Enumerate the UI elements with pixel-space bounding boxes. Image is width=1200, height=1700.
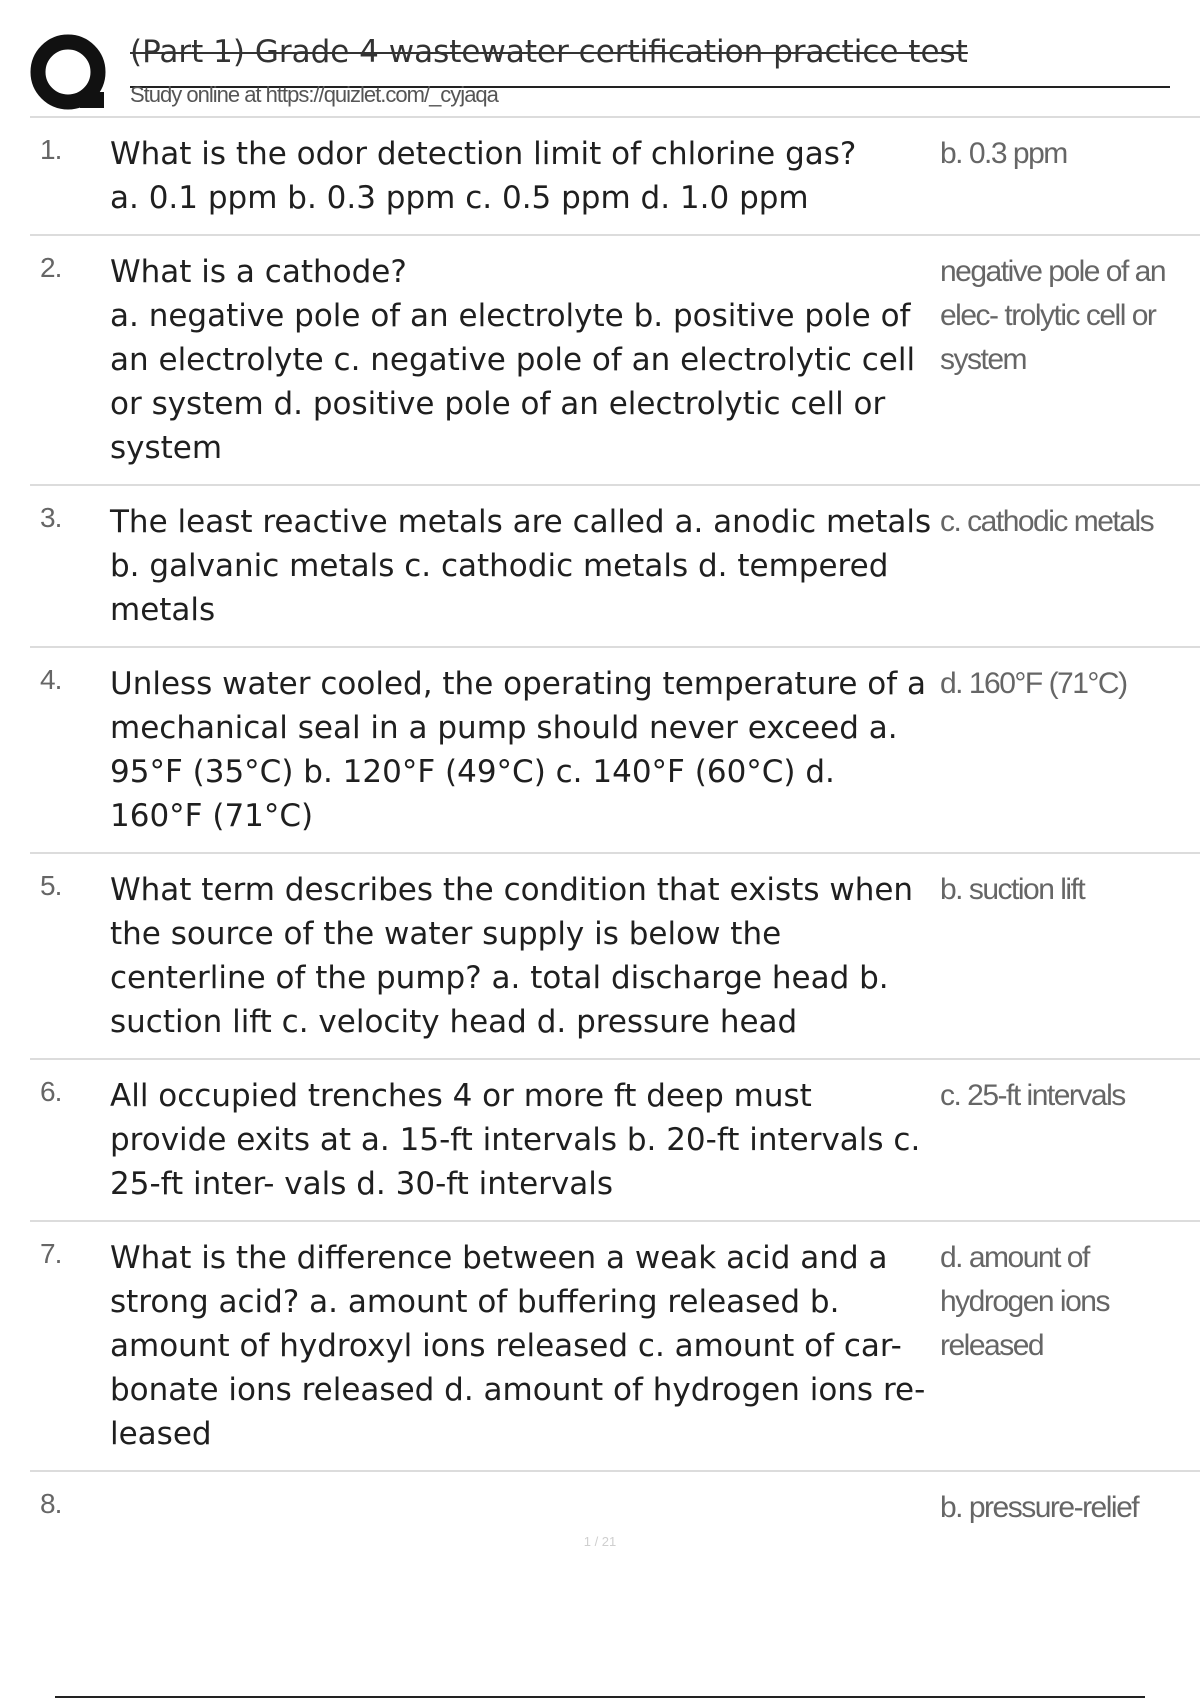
card-definition: c. cathodic metals bbox=[940, 505, 1154, 538]
flashcard-row bbox=[30, 1220, 1200, 1470]
card-number: 6. bbox=[40, 1076, 62, 1107]
card-number: 8. bbox=[40, 1488, 62, 1519]
page-number: 1 / 21 bbox=[583, 1534, 617, 1549]
card-number: 5. bbox=[40, 870, 62, 901]
card-number: 1. bbox=[40, 134, 62, 165]
card-number: 7. bbox=[40, 1238, 62, 1269]
document-title: (Part 1) Grade 4 wastewater certification practice test bbox=[130, 34, 968, 70]
card-definition: b. 0.3 ppm bbox=[940, 137, 1067, 170]
card-term: The least reactive metals are called a. anodic metals b. galvanic metals c. cathodic metals d. tempered metals bbox=[110, 504, 932, 628]
flashcard-list bbox=[30, 116, 1200, 1544]
card-term: Unless water cooled, the operating temperature of a mechanical seal in a pump should never exceed a. 95°F (35°C) b. 120°F (49°C) c. 140°F (60°C) d. 160°F (71°C) bbox=[110, 666, 926, 834]
card-term: What is a cathode? a. negative pole of an electrolyte b. positive pole of an electrolyte c. negative pole of an electrolytic cell or system d. positive pole of an electrolytic cell or system bbox=[110, 254, 916, 466]
flashcard-row bbox=[30, 484, 1200, 646]
card-definition: negative pole of an elec- trolytic cell or system bbox=[940, 255, 1166, 376]
card-definition: b. suction lift bbox=[940, 873, 1085, 906]
flashcard-row bbox=[30, 1470, 1200, 1544]
card-number: 2. bbox=[40, 252, 62, 283]
flashcard-row bbox=[30, 234, 1200, 484]
card-number: 4. bbox=[40, 664, 62, 695]
flashcard-row bbox=[30, 852, 1200, 1058]
study-online-link[interactable]: Study online at https://quizlet.com/_cyjaqa bbox=[130, 82, 498, 107]
card-term: What is the odor detection limit of chlorine gas? a. 0.1 ppm b. 0.3 ppm c. 0.5 ppm d. 1.0 ppm bbox=[110, 136, 857, 216]
card-number: 3. bbox=[40, 502, 62, 533]
card-definition: d. amount of hydrogen ions released bbox=[940, 1241, 1109, 1362]
flashcard-row bbox=[30, 116, 1200, 234]
footer-rule bbox=[55, 1696, 1145, 1698]
card-definition: d. 160°F (71°C) bbox=[940, 667, 1127, 700]
flashcard-row bbox=[30, 1058, 1200, 1220]
card-term bbox=[110, 1486, 940, 1530]
flashcard-row bbox=[30, 646, 1200, 852]
card-term: What term describes the condition that exists when the source of the water supply is below the centerline of the pump? a. total discharge head b. suction lift c. velocity head d. pressure head bbox=[110, 872, 914, 1040]
card-definition: b. pressure-relief bbox=[940, 1491, 1139, 1524]
quizlet-q-logo-icon bbox=[30, 34, 110, 114]
card-definition: c. 25-ft intervals bbox=[940, 1079, 1125, 1112]
card-term: What is the difference between a weak acid and a strong acid? a. amount of buffering released b. amount of hydroxyl ions released c. amount of car- bonate ions released d. amount of hydrogen ions re- leased bbox=[110, 1240, 926, 1452]
page-header bbox=[30, 30, 1142, 115]
card-term: All occupied trenches 4 or more ft deep must provide exits at a. 15-ft intervals b. 20-ft intervals c. 25-ft inter- vals d. 30-ft intervals bbox=[110, 1078, 921, 1202]
